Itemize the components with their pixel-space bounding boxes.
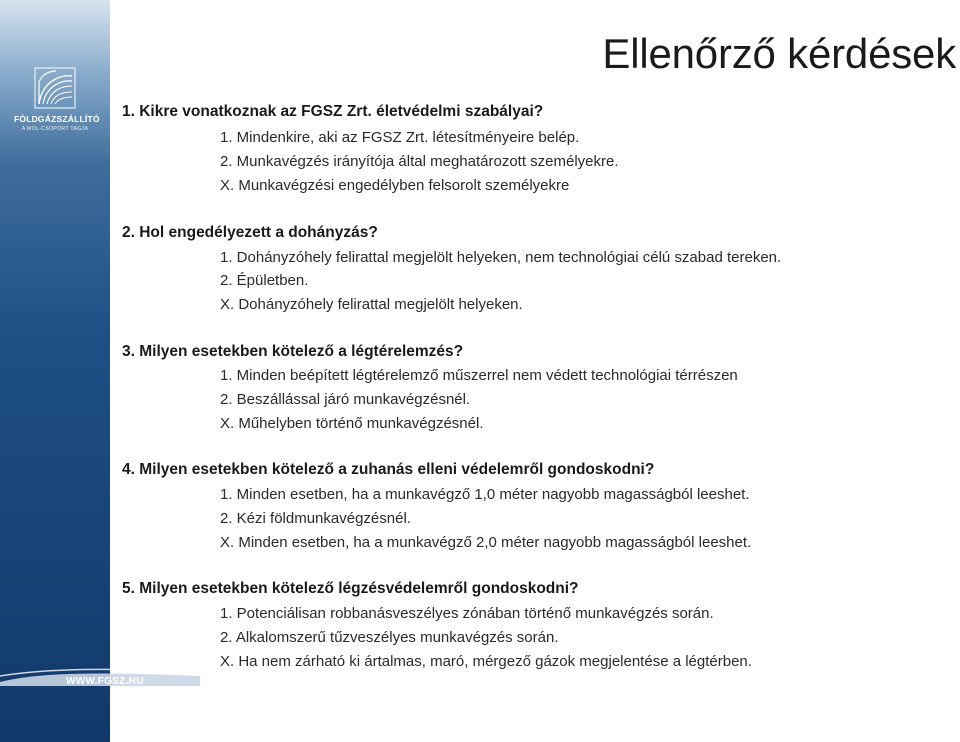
answer-2-2: 2. Épületben. bbox=[220, 272, 309, 289]
answer-5-2: 2. Alkalomszerű tűzveszélyes munkavégzés során. bbox=[220, 629, 559, 646]
answer-2-1: 1. Dohányzóhely felirattal megjelölt helyeken, nem technológiai célú szabad tereken. bbox=[220, 249, 782, 266]
answer-1-2: 2. Munkavégzés irányítója által meghatározott személyekre. bbox=[220, 153, 619, 170]
question-4: 4. Milyen esetekben kötelező a zuhanás elleni védelemről gondoskodni? bbox=[122, 461, 655, 478]
answer-2-x: X. Dohányzóhely felirattal megjelölt helyeken. bbox=[220, 296, 523, 313]
answer-5-x: X. Ha nem zárható ki ártalmas, maró, mérgező gázok megjelentése a légtérben. bbox=[220, 653, 752, 670]
logo-emblem-icon bbox=[30, 62, 80, 112]
answer-1-x: X. Munkavégzési engedélyben felsorolt személyekre bbox=[220, 177, 570, 194]
website-link[interactable]: WWW.FGSZ.HU bbox=[66, 676, 144, 687]
answer-5-1: 1. Potenciálisan robbanásveszélyes zónában történő munkavégzés során. bbox=[220, 605, 714, 622]
brand-tagline: A MOL-CSOPORT TAGJA bbox=[21, 126, 89, 132]
company-logo bbox=[14, 62, 100, 132]
answer-3-2: 2. Beszállással járó munkavégzésnél. bbox=[220, 391, 471, 408]
question-2: 2. Hol engedélyezett a dohányzás? bbox=[122, 224, 378, 241]
sidebar-brand-panel bbox=[0, 0, 144, 742]
answer-1-1: 1. Mindenkire, aki az FGSZ Zrt. létesítményeire belép. bbox=[220, 129, 580, 146]
answer-4-2: 2. Kézi földmunkavégzésnél. bbox=[220, 510, 411, 527]
question-5: 5. Milyen esetekben kötelező légzésvédelemről gondoskodni? bbox=[122, 580, 579, 597]
answer-4-x: X. Minden esetben, ha a munkavégző 2,0 méter nagyobb magasságból leeshet. bbox=[220, 534, 752, 551]
answer-3-1: 1. Minden beépített légtérelemző műszerrel nem védett technológiai térrészen bbox=[220, 367, 738, 384]
answer-3-x: X. Műhelyben történő munkavégzésnél. bbox=[220, 415, 484, 432]
question-1: 1. Kikre vonatkoznak az FGSZ Zrt. életvédelmi szabályai? bbox=[122, 103, 544, 120]
page-title: Ellenőrző kérdések bbox=[602, 30, 956, 77]
question-3: 3. Milyen esetekben kötelező a légtérelemzés? bbox=[122, 343, 464, 360]
answer-4-1: 1. Minden esetben, ha a munkavégző 1,0 méter nagyobb magasságból leeshet. bbox=[220, 486, 750, 503]
brand-name: FÖLDGÁZSZÁLLÍTÓ bbox=[14, 114, 100, 124]
